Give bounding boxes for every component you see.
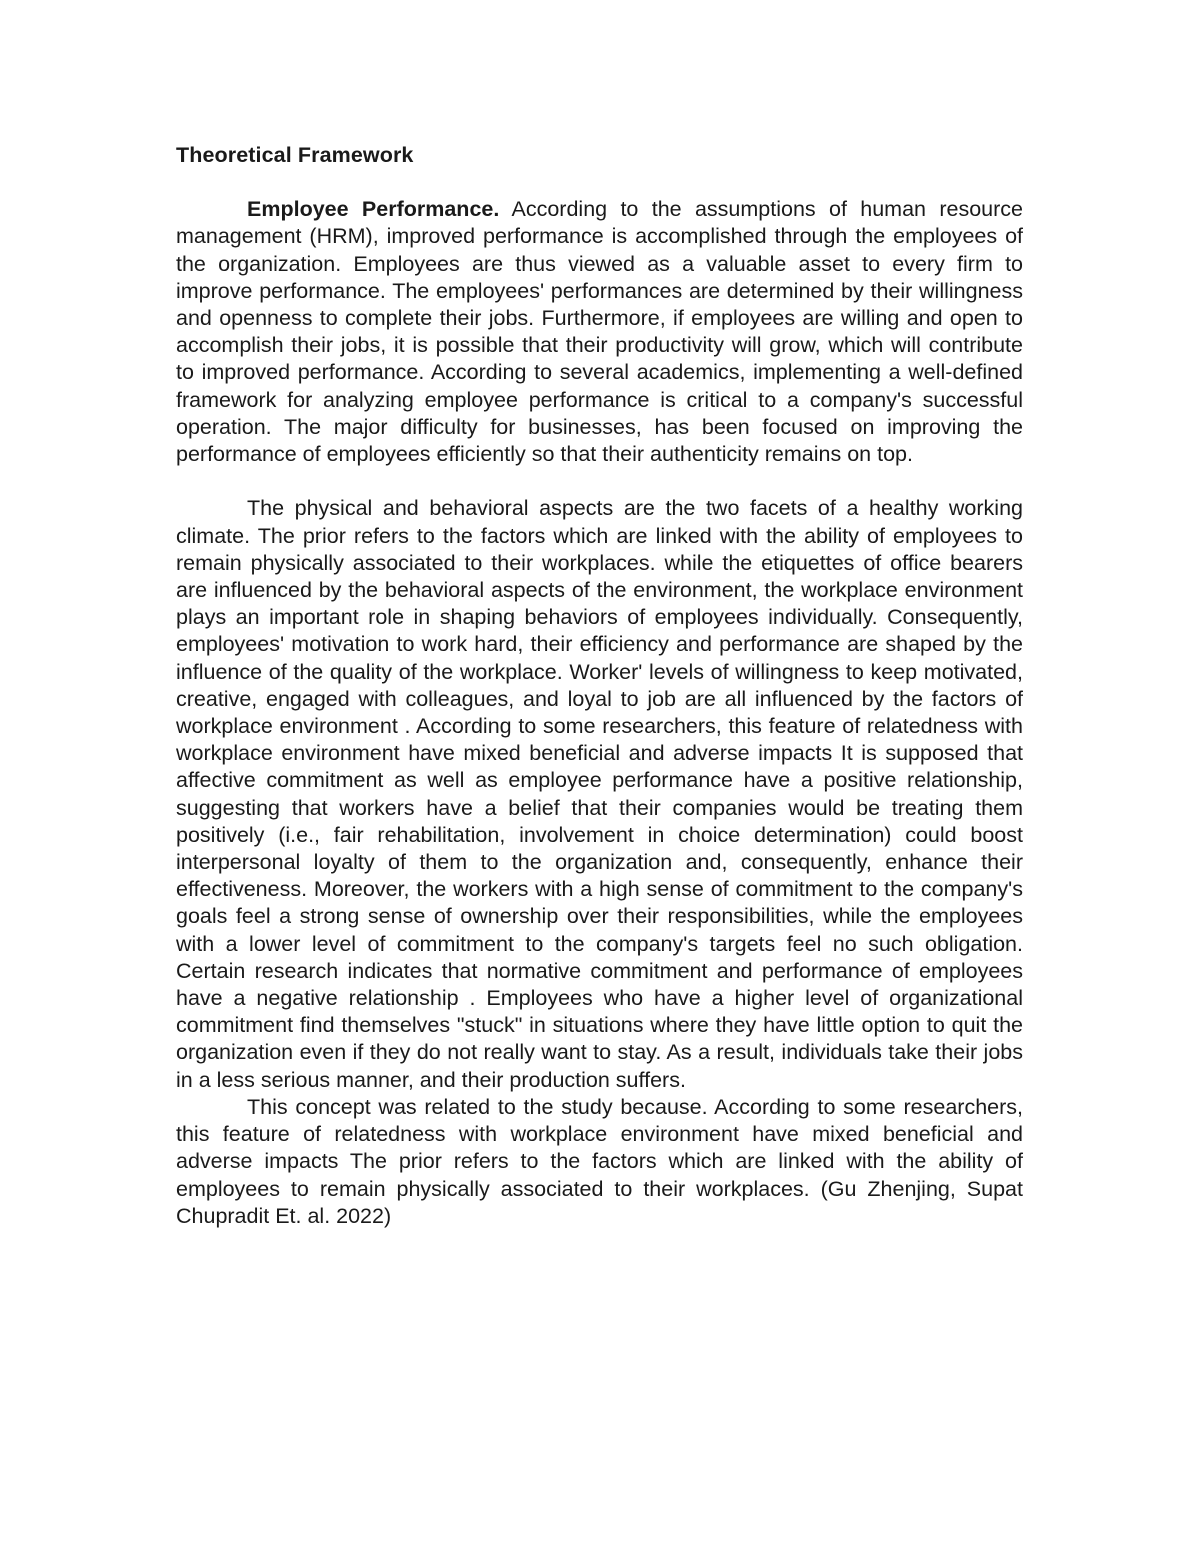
paragraph-study-relation: This concept was related to the study because. According to some researchers, this feature of relatedness with workplace environment have mixed beneficial and adverse impacts The prior refers to the factors which are linked with the ability of employees to remain physically associated to their workplaces. (Gu Zhenjing, Supat Chupradit Et. al. 2022) [176,1094,1023,1228]
paragraph-lead-heading: Employee Performance. [247,197,500,222]
paragraph-employee-performance [176,196,1023,468]
document-page [176,142,1023,1230]
paragraph-body: According to the assumptions of human resource management (HRM), improved performance is accomplished through the employees of the organization. Employees are thus viewed as a valuable asset to every firm to improve performance. The employees' performances are determined by their willingness and openness to complete their jobs. Furthermore, if employees are willing and open to accomplish their jobs, it is possible that their productivity will grow, which will contribute to improved performance. According to several academics, implementing a well-defined framework for analyzing employee performance is critical to a company's successful operation. The major difficulty for businesses, has been focused on improving the performance of employees efficiently so that their authenticity remains on top. [176,197,1023,467]
document-title: Theoretical Framework [176,143,414,167]
paragraph-work-environment: The physical and behavioral aspects are the two facets of a healthy working climate. The prior refers to the factors which are linked with the ability of employees to remain physically associated to their workplaces. while the etiquettes of office bearers are influenced by the behavioral aspects of the environment, the workplace environment plays an important role in shaping behaviors of employees individually. Consequently, employees' motivation to work hard, their efficiency and performance are shaped by the influence of the quality of the workplace. Worker' levels of willingness to keep motivated, creative, engaged with colleagues, and loyal to job are all influenced by the factors of workplace environment . According to some researchers, this feature of relatedness with workplace environment have mixed beneficial and adverse impacts It is supposed that affective commitment as well as employee performance have a positive relationship, suggesting that workers have a belief that their companies would be treating them positively (i.e., fair rehabilitation, involvement in choice determination) could boost interpersonal loyalty of them to the organization and, consequently, enhance their effectiveness. Moreover, the workers with a high sense of commitment to the company's goals feel a strong sense of ownership over their responsibilities, while the employees with a lower level of commitment to the company's targets feel no such obligation. Certain research indicates that normative commitment and performance of employees have a negative relationship . Employees who have a higher level of organizational commitment find themselves "stuck" in situations where they have little option to quit the organization even if they do not really want to stay. As a result, individuals take their jobs in a less serious manner, and their production suffers. [176,496,1023,1092]
